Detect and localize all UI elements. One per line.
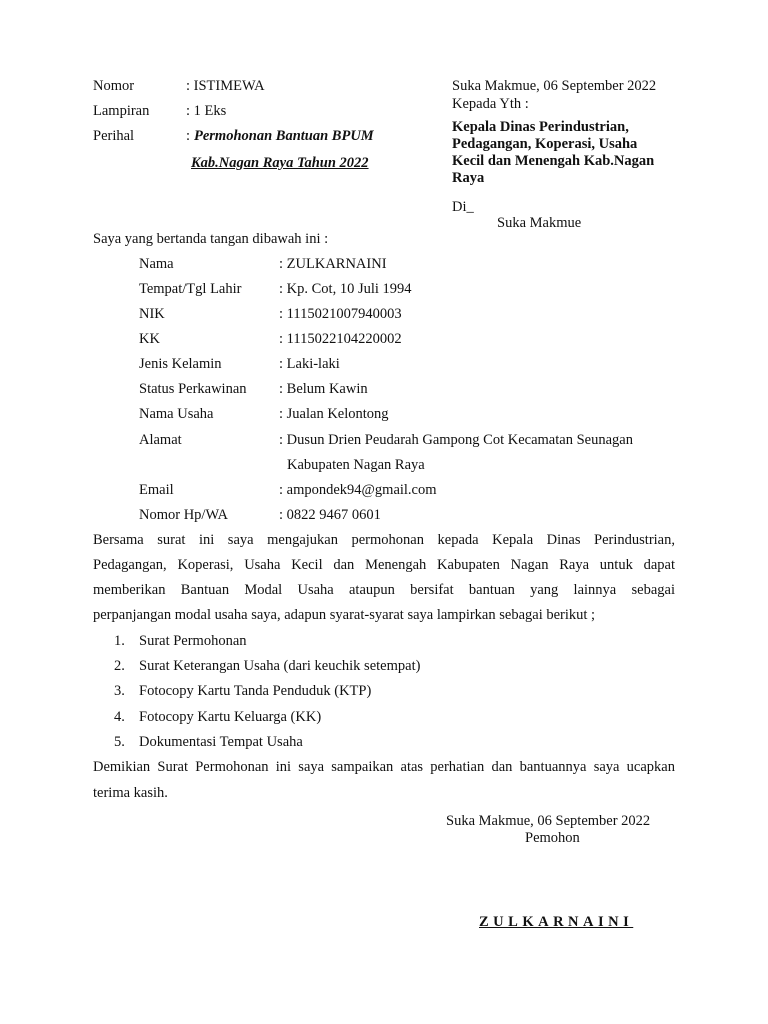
identity-label: Status Perkawinan: [139, 381, 247, 397]
recipient-di: Di_: [452, 199, 474, 215]
identity-value: : Kp. Cot, 10 Juli 1994: [279, 280, 412, 298]
list-number: 4.: [114, 709, 125, 725]
identity-label: Nomor Hp/WA: [139, 507, 229, 523]
perihal-colon: :: [186, 128, 191, 144]
lampiran-label: Lampiran: [93, 103, 150, 119]
intro-text: Saya yang bertanda tangan dibawah ini :: [93, 231, 329, 247]
identity-label: Jenis Kelamin: [139, 356, 222, 372]
recipient-line: Pedagangan, Koperasi, Usaha: [452, 136, 638, 152]
identity-label: Email: [139, 482, 174, 498]
signer-name: ZULKARNAINI: [479, 914, 634, 930]
list-number: 1.: [114, 633, 125, 649]
list-number: 3.: [114, 683, 125, 699]
signature-place-date: Suka Makmue, 06 September 2022: [446, 813, 651, 829]
list-item: Surat Permohonan: [139, 633, 247, 649]
list-item: Surat Keterangan Usaha (dari keuchik setempat): [139, 658, 421, 674]
identity-label: Alamat: [139, 432, 182, 448]
identity-value: : 1115021007940003: [279, 305, 402, 323]
perihal-value-line2: Kab.Nagan Raya Tahun 2022: [191, 155, 369, 171]
nomor-label: Nomor: [93, 78, 135, 94]
closing-line: Demikian Surat Permohonan ini saya sampaikan atas perhatian dan bantuannya saya ucapkan: [93, 759, 675, 775]
identity-value: : Dusun Drien Peudarah Gampong Cot Kecamatan Seunagan: [279, 431, 633, 449]
list-number: 2.: [114, 658, 125, 674]
identity-value: : ZULKARNAINI: [279, 255, 387, 273]
identity-value: : Belum Kawin: [279, 380, 368, 398]
identity-value: : ampondek94@gmail.com: [279, 481, 437, 499]
identity-value: : 0822 9467 0601: [279, 506, 381, 524]
identity-value-continued: Kabupaten Nagan Raya: [287, 457, 425, 473]
identity-label: Nama Usaha: [139, 406, 214, 422]
identity-value: : Laki-laki: [279, 355, 340, 373]
body-line: Pedagangan, Koperasi, Usaha Kecil dan Menengah Kabupaten Nagan Raya untuk dapat: [93, 557, 675, 573]
signature-role: Pemohon: [525, 830, 580, 846]
perihal-value-line1: Permohonan Bantuan BPUM: [194, 128, 374, 144]
perihal-label: Perihal: [93, 128, 135, 144]
recipient-city: Suka Makmue: [497, 215, 582, 231]
recipient-line: Kepala Dinas Perindustrian,: [452, 119, 629, 135]
identity-value: : 1115022104220002: [279, 330, 402, 348]
list-item: Fotocopy Kartu Keluarga (KK): [139, 709, 322, 725]
body-line: Bersama surat ini saya mengajukan permohonan kepada Kepala Dinas Perindustrian,: [93, 532, 675, 548]
identity-label: NIK: [139, 306, 165, 322]
recipient-line: Kecil dan Menengah Kab.Nagan: [452, 153, 655, 169]
kepada-yth: Kepada Yth :: [452, 96, 529, 112]
recipient-line: Raya: [452, 170, 485, 186]
list-item: Fotocopy Kartu Tanda Penduduk (KTP): [139, 683, 372, 699]
nomor-value: : ISTIMEWA: [186, 77, 265, 95]
identity-label: Tempat/Tgl Lahir: [139, 281, 242, 297]
header-place-date: Suka Makmue, 06 September 2022: [452, 78, 657, 94]
identity-value: : Jualan Kelontong: [279, 405, 389, 423]
lampiran-value: : 1 Eks: [186, 102, 226, 120]
list-number: 5.: [114, 734, 125, 750]
body-line: memberikan Bantuan Modal Usaha ataupun bersifat bantuan yang lainnya sebagai: [93, 582, 675, 598]
identity-label: Nama: [139, 256, 174, 272]
identity-label: KK: [139, 331, 160, 347]
list-item: Dokumentasi Tempat Usaha: [139, 734, 303, 750]
closing-line: terima kasih.: [93, 785, 168, 801]
body-line: perpanjangan modal usaha saya, adapun syarat-syarat saya lampirkan sebagai berikut ;: [93, 607, 596, 623]
